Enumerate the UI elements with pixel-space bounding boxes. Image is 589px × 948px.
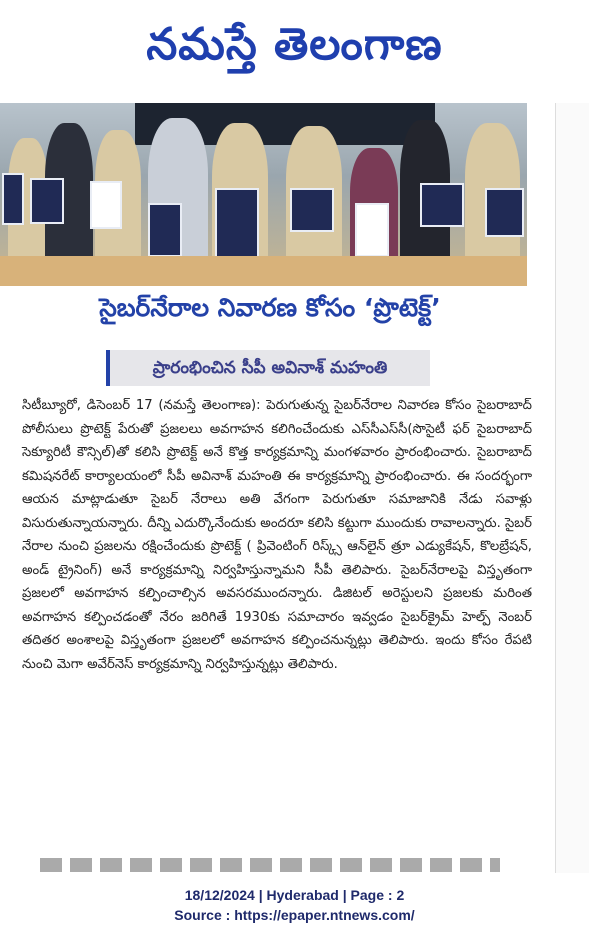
table-edge: [0, 256, 527, 286]
footer-source-line: Source : https://epaper.ntnews.com/: [174, 907, 415, 923]
article-headline: సైబర్‌నేరాల నివారణ కోసం ‘ప్రొటెక్ట్’: [99, 293, 441, 322]
newspaper-masthead: నమస్తే తెలంగాణ: [146, 19, 443, 70]
poster-3: [90, 181, 122, 229]
poster-4: [148, 203, 182, 257]
article-body: సిటీబ్యూరో, డిసెంబర్ 17 (నమస్తే తెలంగాణ): పెరుగుతున్న సైబర్‌నేరాల నివారణ కోసం సైబరాబాద్ పోలీసులు ప్రొటెక్ట్ పేరుతో ప్రజలలు అవగాహన కలిగించేందుకు ఎస్‌సీఎస్‌సీ(సొసైటీ ఫర్ సైబరాబాద్ సెక్యూరిటీ కౌన్సిల్)తో కలిసి ప్రొటెక్ట్ అనే కొత్త కార్యక్రమాన్ని మంగళవారం ప్రారంభించారు. సైబరాబాద్ కమిషనరేట్ కార్యాలయంలో సీపీ అవినాశ్ మహంతి ఈ కార్యక్రమాన్ని ప్రారంభించారు. ఈ సందర్భంగా ఆయన మాట్లాడుతూ సైబర్ నేరాలు అతి వేగంగా పెరుగుతూ సమాజానికి నేడు సవాళ్లు విసురుతున్నాయన్నారు. దీన్ని ఎదుర్కొనేందుకు అందరూ కలిసి కట్టుగా ముందుకు రావాలన్నారు. సైబర్ నేరాల నుంచి ప్రజలను రక్షించేందుకు ప్రొటెక్ట్ ( ప్రివెంటింగ్ రిస్క్స్ ఆన్‌లైన్ త్రూ ఎడ్యుకేషన్, కొలబ్రేషన్, అండ్ ట్రైనింగ్) అనే కార్యక్రమాన్ని నిర్వహిస్తున్నామని సీపీ తెలిపారు. సైబర్‌నేరాలపై విస్తృతంగా ప్రజలలో అవగాహన కల్పించాల్సిన అవసరముందన్నారు. డిజిటల్ అరెస్టులని ప్రజలకు మరింత అవగాహన కల్పించడంతో నేరం జరిగితే 1930కు సమాచారం ఇవ్వడం సైబర్‌క్రైమ్ హెల్ప్ నెంబర్ తదితర అంశాలపై విస్తృతంగా ప్రజలలో అవగాహన కల్పించనున్నట్లు తెలిపారు. ఇందు కోసం రేపటి నుంచి మెగా అవేర్‌నెస్ కార్యక్రమాన్ని నిర్వహిస్తున్నట్లు తెలిపారు.: [22, 398, 532, 672]
poster-8: [420, 183, 464, 227]
event-photo: [0, 103, 527, 286]
cut-off-next-headline: [40, 858, 500, 872]
article-subheadline: ప్రారంభించిన సీపీ అవినాశ్ మహంతి: [106, 350, 430, 386]
poster-2: [30, 178, 64, 224]
poster-1: [2, 173, 24, 225]
poster-6: [290, 188, 334, 232]
footer-date-line: 18/12/2024 | Hyderabad | Page : 2: [184, 887, 405, 903]
poster-9: [485, 188, 524, 237]
page-footer: [0, 885, 589, 925]
poster-5: [215, 188, 259, 262]
poster-7: [355, 203, 389, 257]
adjacent-column-edge: [555, 103, 589, 873]
